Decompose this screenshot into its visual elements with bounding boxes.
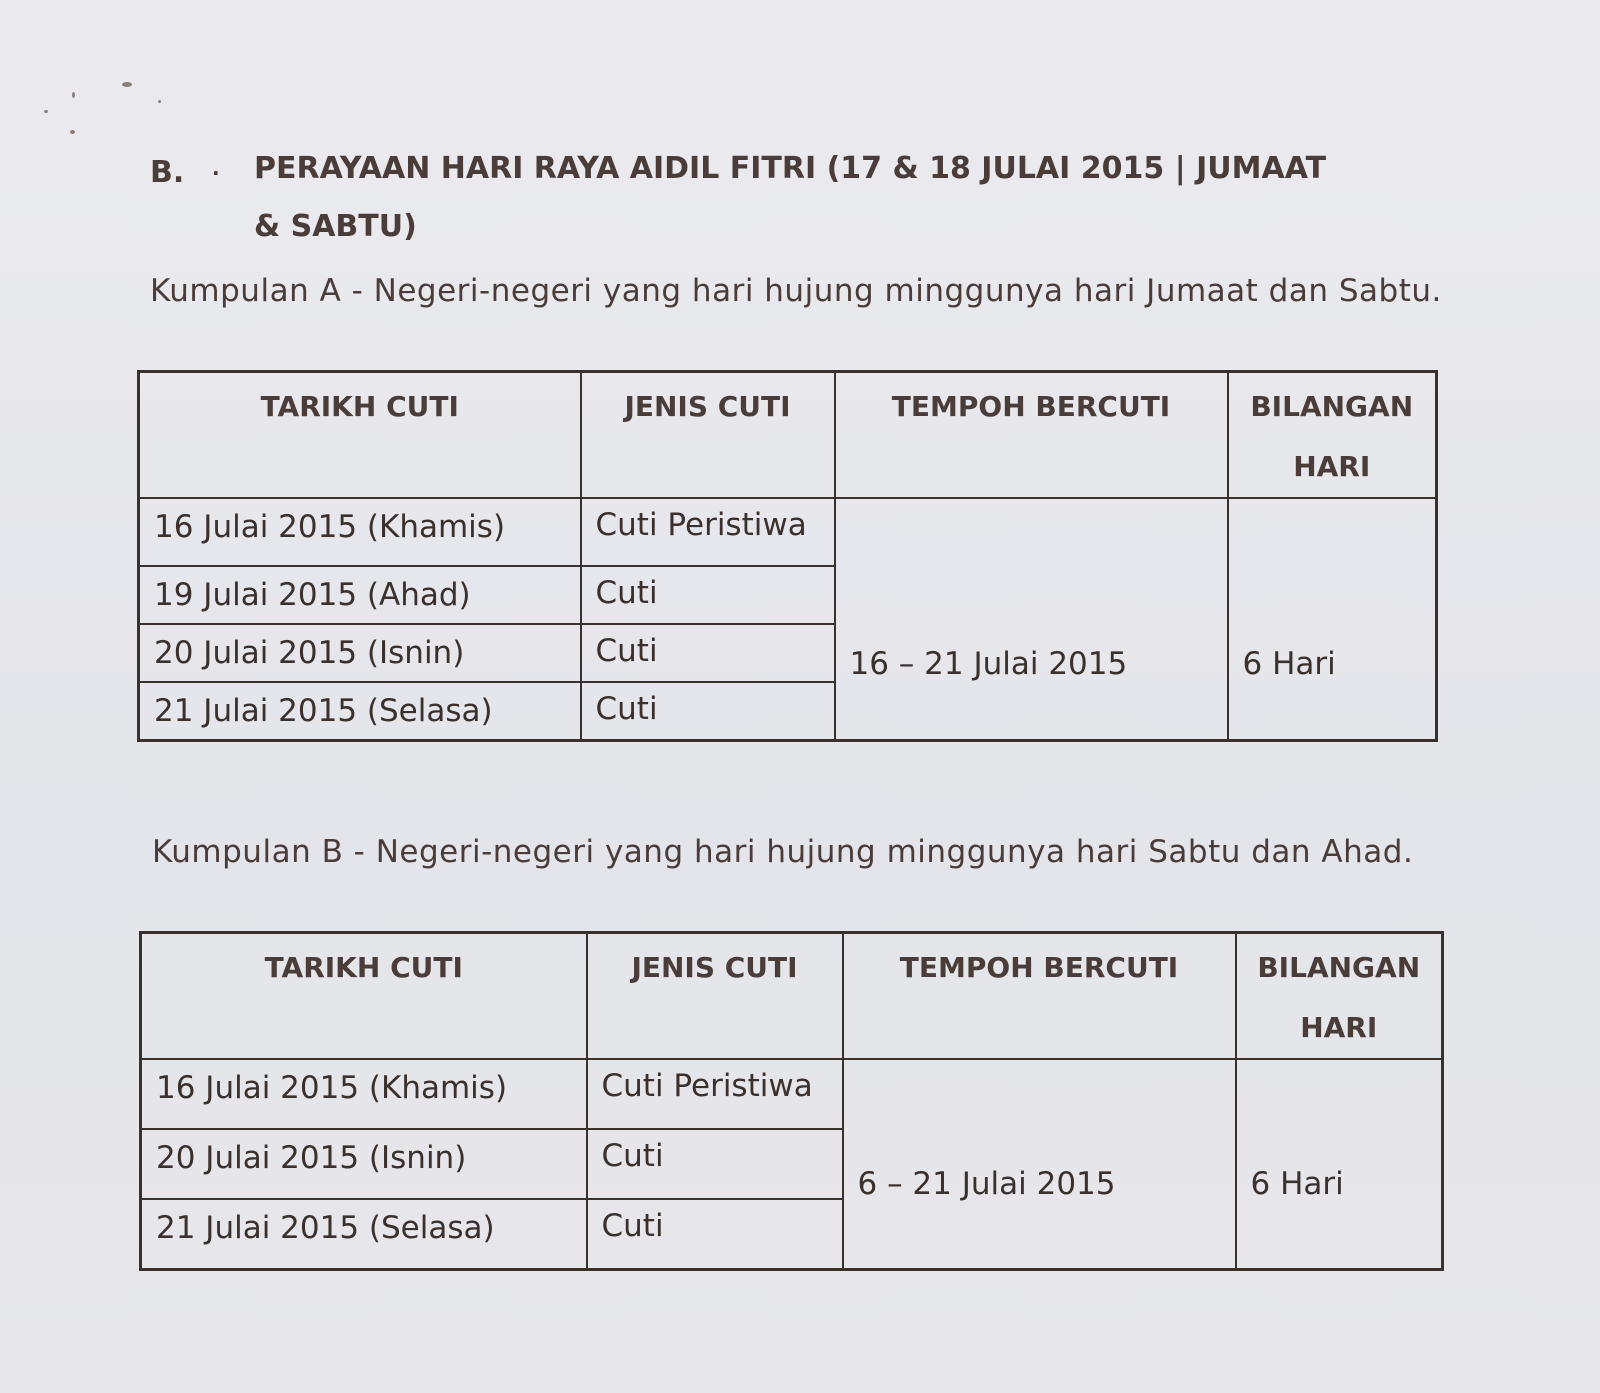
holiday-date: 16 Julai 2015 (Khamis) (141, 1059, 587, 1129)
table-header-row (139, 372, 1437, 499)
table-row (139, 498, 1437, 566)
group-b-intro: Kumpulan B - Negeri-negeri yang hari hujung minggunya hari Sabtu dan Ahad. (152, 834, 1414, 870)
header-tarikh-cuti: TARIKH CUTI (139, 372, 581, 499)
holiday-type: Cuti (587, 1199, 843, 1269)
holiday-date: 16 Julai 2015 (Khamis) (139, 498, 581, 566)
section-title: PERAYAAN HARI RAYA AIDIL FITRI (17 & 18 JULAI 2015 | JUMAAT & SABTU) (254, 151, 1327, 244)
holiday-date: 20 Julai 2015 (Isnin) (139, 624, 581, 682)
holiday-type: Cuti Peristiwa (581, 498, 835, 566)
holiday-period: 6 – 21 Julai 2015 (843, 1059, 1236, 1269)
table-row (141, 1059, 1443, 1129)
section-letter: B. (150, 155, 185, 190)
header-tempoh-bercuti: TEMPOH BERCUTI (843, 933, 1236, 1060)
header-bilangan-hari: BILANGAN HARI (1236, 933, 1443, 1060)
scan-speck (70, 130, 75, 134)
table-header-row (141, 933, 1443, 1060)
group-b-table (139, 931, 1444, 1271)
holiday-period: 16 – 21 Julai 2015 (835, 498, 1228, 741)
holiday-type: Cuti (581, 682, 835, 741)
holiday-date: 20 Julai 2015 (Isnin) (141, 1129, 587, 1199)
holiday-type: Cuti (581, 624, 835, 682)
header-bilangan-hari: BILANGAN HARI (1228, 372, 1437, 499)
group-a-intro: Kumpulan A - Negeri-negeri yang hari hujung minggunya hari Jumaat dan Sabtu. (150, 273, 1442, 309)
header-tarikh-cuti: TARIKH CUTI (141, 933, 587, 1060)
group-a-table (137, 370, 1438, 742)
holiday-date: 19 Julai 2015 (Ahad) (139, 566, 581, 624)
scan-speck (44, 110, 48, 113)
scan-speck (72, 92, 75, 98)
holiday-type: Cuti Peristiwa (587, 1059, 843, 1129)
holiday-day-count: 6 Hari (1236, 1059, 1443, 1269)
scan-speck (158, 100, 161, 103)
header-tempoh-bercuti: TEMPOH BERCUTI (835, 372, 1228, 499)
holiday-day-count: 6 Hari (1228, 498, 1437, 741)
holiday-type: Cuti (581, 566, 835, 624)
holiday-type: Cuti (587, 1129, 843, 1199)
header-jenis-cuti: JENIS CUTI (587, 933, 843, 1060)
holiday-date: 21 Julai 2015 (Selasa) (141, 1199, 587, 1269)
scan-speck (122, 82, 132, 87)
holiday-date: 21 Julai 2015 (Selasa) (139, 682, 581, 741)
header-jenis-cuti: JENIS CUTI (581, 372, 835, 499)
bullet-dot-icon: · (212, 161, 220, 185)
